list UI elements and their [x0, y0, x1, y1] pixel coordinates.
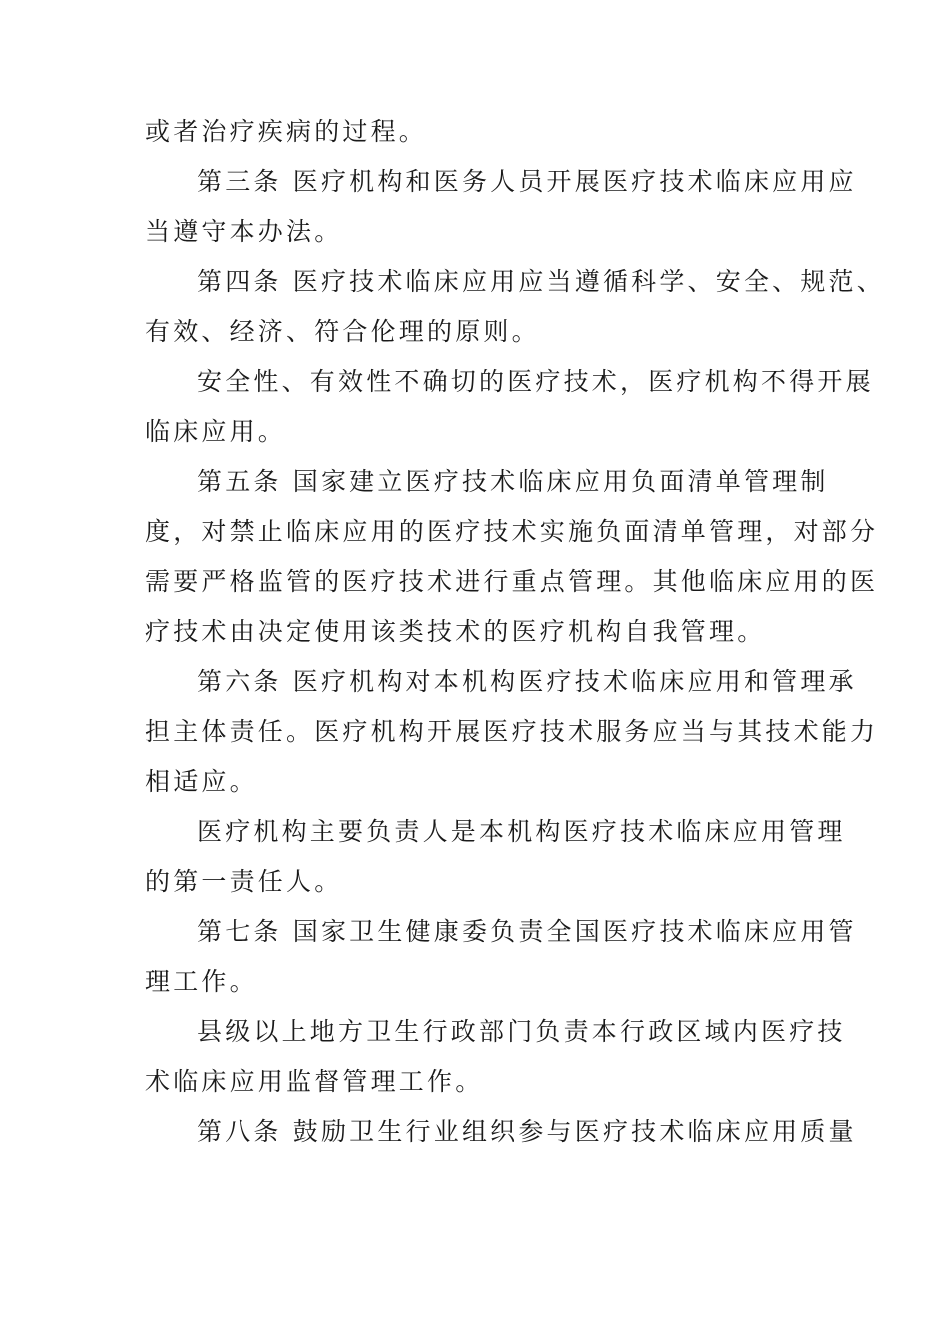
text-line-10: 需要严格监管的医疗技术进行重点管理。其他临床应用的医: [145, 567, 879, 596]
text-line-11: 疗技术由决定使用该类技术的医疗机构自我管理。: [145, 617, 766, 646]
paragraph-responsible-line: 医疗机构主要负责人是本机构医疗技术临床应用管理: [197, 817, 846, 846]
paragraph-safety-line: 安全性、有效性不确切的医疗技术，医疗机构不得开展: [197, 367, 874, 396]
text-line-16: 的第一责任人。: [145, 867, 343, 896]
text-line-3: 当遵守本办法。: [145, 217, 343, 246]
article-6-heading-line: 第六条 医疗机构对本机构医疗技术临床应用和管理承: [197, 667, 857, 696]
article-8-heading-line: 第八条 鼓励卫生行业组织参与医疗技术临床应用质量: [197, 1117, 857, 1146]
text-line-7: 临床应用。: [145, 417, 287, 446]
text-line-18: 理工作。: [145, 967, 258, 996]
text-line-14: 相适应。: [145, 767, 258, 796]
article-5-heading-line: 第五条 国家建立医疗技术临床应用负面清单管理制: [197, 467, 829, 496]
article-3-heading-line: 第三条 医疗机构和医务人员开展医疗技术临床应用应: [197, 167, 857, 196]
text-line-13: 担主体责任。医疗机构开展医疗技术服务应当与其技术能力: [145, 717, 879, 746]
paragraph-county-line: 县级以上地方卫生行政部门负责本行政区域内医疗技: [197, 1017, 846, 1046]
article-7-heading-line: 第七条 国家卫生健康委负责全国医疗技术临床应用管: [197, 917, 857, 946]
text-line-1: 或者治疗疾病的过程。: [145, 117, 428, 146]
article-4-heading-line: 第四条 医疗技术临床应用应当遵循科学、安全、规范、: [197, 267, 885, 296]
text-line-20: 术临床应用监督管理工作。: [145, 1067, 484, 1096]
text-line-9: 度，对禁止临床应用的医疗技术实施负面清单管理，对部分: [145, 517, 879, 546]
text-line-5: 有效、经济、符合伦理的原则。: [145, 317, 540, 346]
